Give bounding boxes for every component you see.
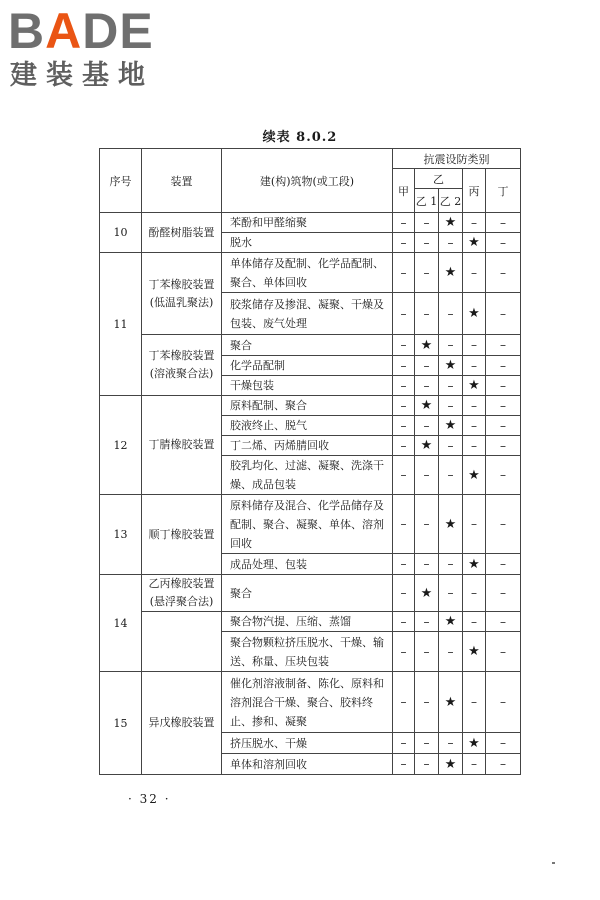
device-name: 酚醛树脂装置 bbox=[142, 213, 222, 253]
category-mark-bing: – bbox=[463, 612, 486, 632]
table-caption: 续表 8.0.2 bbox=[262, 130, 338, 145]
category-mark-bing: – bbox=[463, 495, 486, 554]
category-mark-ding: – bbox=[486, 356, 521, 376]
category-mark-yi1: – bbox=[415, 456, 439, 495]
category-mark-yi2: – bbox=[439, 293, 463, 335]
category-mark-ding: – bbox=[486, 335, 521, 356]
building-section: 催化剂溶液制备、陈化、原料和溶剂混合干燥、聚合、胶料终止、掺和、凝聚 bbox=[222, 672, 393, 733]
table-row bbox=[100, 612, 521, 632]
category-mark-yi1: – bbox=[415, 253, 439, 293]
table-row bbox=[100, 396, 521, 416]
category-mark-ding: – bbox=[486, 293, 521, 335]
category-mark-yi1: – bbox=[415, 612, 439, 632]
header-no: 序号 bbox=[100, 149, 142, 213]
header-device: 装置 bbox=[142, 149, 222, 213]
category-mark-yi1: ★ bbox=[415, 335, 439, 356]
category-mark-yi1: – bbox=[415, 733, 439, 754]
logo-subtitle: 建装基地 bbox=[10, 60, 154, 91]
category-mark-bing: – bbox=[463, 754, 486, 775]
building-section: 化学品配制 bbox=[222, 356, 393, 376]
category-mark-jia: – bbox=[393, 632, 415, 672]
category-mark-bing: – bbox=[463, 416, 486, 436]
category-mark-ding: – bbox=[486, 253, 521, 293]
category-mark-yi2: ★ bbox=[439, 416, 463, 436]
category-mark-bing: ★ bbox=[463, 376, 486, 396]
category-mark-jia: – bbox=[393, 356, 415, 376]
category-mark-yi1: ★ bbox=[415, 575, 439, 612]
category-mark-ding: – bbox=[486, 416, 521, 436]
category-mark-yi2: ★ bbox=[439, 495, 463, 554]
building-section: 聚合 bbox=[222, 575, 393, 612]
building-section: 聚合物汽提、压缩、蒸馏 bbox=[222, 612, 393, 632]
row-number: 10 bbox=[100, 213, 142, 253]
category-mark-bing: ★ bbox=[463, 632, 486, 672]
scan-speck bbox=[552, 862, 555, 864]
device-name: 乙丙橡胶装置 (悬浮聚合法) bbox=[142, 575, 222, 612]
category-mark-yi1: – bbox=[415, 356, 439, 376]
header-ding: 丁 bbox=[486, 169, 521, 213]
category-mark-yi2: – bbox=[439, 554, 463, 575]
category-mark-yi1: ★ bbox=[415, 396, 439, 416]
building-section: 丁二烯、丙烯腈回收 bbox=[222, 436, 393, 456]
category-mark-ding: – bbox=[486, 672, 521, 733]
category-mark-ding: – bbox=[486, 456, 521, 495]
category-mark-ding: – bbox=[486, 396, 521, 416]
category-mark-bing: ★ bbox=[463, 293, 486, 335]
category-mark-yi2: – bbox=[439, 733, 463, 754]
category-mark-yi2: ★ bbox=[439, 672, 463, 733]
device-name: 丁苯橡胶装置 (溶液聚合法) bbox=[142, 335, 222, 396]
device-name bbox=[142, 612, 222, 672]
header-building: 建(构)筑物(或工段) bbox=[222, 149, 393, 213]
category-mark-jia: – bbox=[393, 612, 415, 632]
category-mark-jia: – bbox=[393, 335, 415, 356]
device-name: 丁苯橡胶装置 (低温乳聚法) bbox=[142, 253, 222, 335]
table-row bbox=[100, 495, 521, 554]
device-name: 顺丁橡胶装置 bbox=[142, 495, 222, 575]
category-mark-yi1: – bbox=[415, 672, 439, 733]
category-mark-ding: – bbox=[486, 632, 521, 672]
building-section: 胶乳均化、过滤、凝聚、洗涤干燥、成品包装 bbox=[222, 456, 393, 495]
device-name: 丁腈橡胶装置 bbox=[142, 396, 222, 495]
category-mark-yi2: – bbox=[439, 456, 463, 495]
table-row bbox=[100, 575, 521, 612]
building-section: 单体储存及配制、化学品配制、聚合、单体回收 bbox=[222, 253, 393, 293]
category-mark-jia: – bbox=[393, 554, 415, 575]
category-mark-yi2: – bbox=[439, 436, 463, 456]
category-mark-ding: – bbox=[486, 733, 521, 754]
category-mark-bing: – bbox=[463, 356, 486, 376]
category-mark-ding: – bbox=[486, 575, 521, 612]
category-mark-yi1: ★ bbox=[415, 436, 439, 456]
row-number: 12 bbox=[100, 396, 142, 495]
category-mark-yi2: ★ bbox=[439, 253, 463, 293]
building-section: 胶液终止、脱气 bbox=[222, 416, 393, 436]
category-mark-ding: – bbox=[486, 754, 521, 775]
header-category-group: 抗震设防类别 bbox=[393, 149, 521, 169]
category-mark-yi2: ★ bbox=[439, 356, 463, 376]
category-mark-jia: – bbox=[393, 672, 415, 733]
category-mark-yi1: – bbox=[415, 376, 439, 396]
building-section: 挤压脱水、干燥 bbox=[222, 733, 393, 754]
category-mark-jia: – bbox=[393, 733, 415, 754]
table-row bbox=[100, 213, 521, 233]
category-mark-ding: – bbox=[486, 554, 521, 575]
category-mark-jia: – bbox=[393, 416, 415, 436]
page-number: · 32 · bbox=[128, 792, 171, 806]
category-mark-bing: ★ bbox=[463, 233, 486, 253]
category-mark-bing: ★ bbox=[463, 733, 486, 754]
category-mark-jia: – bbox=[393, 456, 415, 495]
category-mark-bing: – bbox=[463, 253, 486, 293]
category-mark-ding: – bbox=[486, 612, 521, 632]
category-mark-bing: ★ bbox=[463, 456, 486, 495]
category-mark-ding: – bbox=[486, 436, 521, 456]
row-number: 13 bbox=[100, 495, 142, 575]
category-mark-jia: – bbox=[393, 575, 415, 612]
header-yi1: 乙 1 bbox=[415, 189, 439, 213]
category-mark-yi2: ★ bbox=[439, 612, 463, 632]
category-mark-ding: – bbox=[486, 233, 521, 253]
logo-wordmark: BADE bbox=[8, 3, 154, 59]
row-number: 15 bbox=[100, 672, 142, 775]
header-jia: 甲 bbox=[393, 169, 415, 213]
row-number: 11 bbox=[100, 253, 142, 396]
header-bing: 丙 bbox=[463, 169, 486, 213]
table-body bbox=[100, 213, 521, 775]
category-mark-bing: – bbox=[463, 335, 486, 356]
seismic-category-table bbox=[99, 148, 521, 775]
category-mark-yi2: ★ bbox=[439, 754, 463, 775]
building-section: 干燥包装 bbox=[222, 376, 393, 396]
category-mark-yi1: – bbox=[415, 213, 439, 233]
category-mark-jia: – bbox=[393, 436, 415, 456]
category-mark-bing: – bbox=[463, 575, 486, 612]
category-mark-yi2: – bbox=[439, 376, 463, 396]
header-yi2: 乙 2 bbox=[439, 189, 463, 213]
category-mark-bing: ★ bbox=[463, 554, 486, 575]
building-section: 成品处理、包装 bbox=[222, 554, 393, 575]
category-mark-jia: – bbox=[393, 396, 415, 416]
row-number: 14 bbox=[100, 575, 142, 672]
category-mark-yi2: – bbox=[439, 335, 463, 356]
building-section: 原料储存及混合、化学品储存及配制、聚合、凝聚、单体、溶剂回收 bbox=[222, 495, 393, 554]
category-mark-yi1: – bbox=[415, 416, 439, 436]
category-mark-yi1: – bbox=[415, 554, 439, 575]
building-section: 聚合物颗粒挤压脱水、干燥、输送、称量、压块包装 bbox=[222, 632, 393, 672]
category-mark-jia: – bbox=[393, 376, 415, 396]
category-mark-yi2: – bbox=[439, 575, 463, 612]
building-section: 聚合 bbox=[222, 335, 393, 356]
header-yi: 乙 bbox=[415, 169, 463, 189]
category-mark-jia: – bbox=[393, 754, 415, 775]
category-mark-yi1: – bbox=[415, 233, 439, 253]
category-mark-bing: – bbox=[463, 396, 486, 416]
category-mark-jia: – bbox=[393, 293, 415, 335]
brand-logo bbox=[8, 2, 178, 94]
category-mark-jia: – bbox=[393, 233, 415, 253]
category-mark-bing: – bbox=[463, 213, 486, 233]
building-section: 原料配制、聚合 bbox=[222, 396, 393, 416]
device-name: 异戊橡胶装置 bbox=[142, 672, 222, 775]
category-mark-yi2: ★ bbox=[439, 213, 463, 233]
building-section: 脱水 bbox=[222, 233, 393, 253]
table-row bbox=[100, 335, 521, 356]
category-mark-ding: – bbox=[486, 376, 521, 396]
category-mark-yi1: – bbox=[415, 754, 439, 775]
table-row bbox=[100, 253, 521, 293]
category-mark-jia: – bbox=[393, 213, 415, 233]
category-mark-yi1: – bbox=[415, 632, 439, 672]
category-mark-bing: – bbox=[463, 672, 486, 733]
category-mark-jia: – bbox=[393, 495, 415, 554]
category-mark-yi1: – bbox=[415, 495, 439, 554]
table-row bbox=[100, 672, 521, 733]
category-mark-yi2: – bbox=[439, 233, 463, 253]
building-section: 胶浆储存及掺混、凝聚、干燥及包装、废气处理 bbox=[222, 293, 393, 335]
building-section: 单体和溶剂回收 bbox=[222, 754, 393, 775]
category-mark-bing: – bbox=[463, 436, 486, 456]
category-mark-jia: – bbox=[393, 253, 415, 293]
building-section: 苯酚和甲醛缩聚 bbox=[222, 213, 393, 233]
category-mark-yi1: – bbox=[415, 293, 439, 335]
category-mark-yi2: – bbox=[439, 632, 463, 672]
category-mark-ding: – bbox=[486, 495, 521, 554]
category-mark-ding: – bbox=[486, 213, 521, 233]
category-mark-yi2: – bbox=[439, 396, 463, 416]
